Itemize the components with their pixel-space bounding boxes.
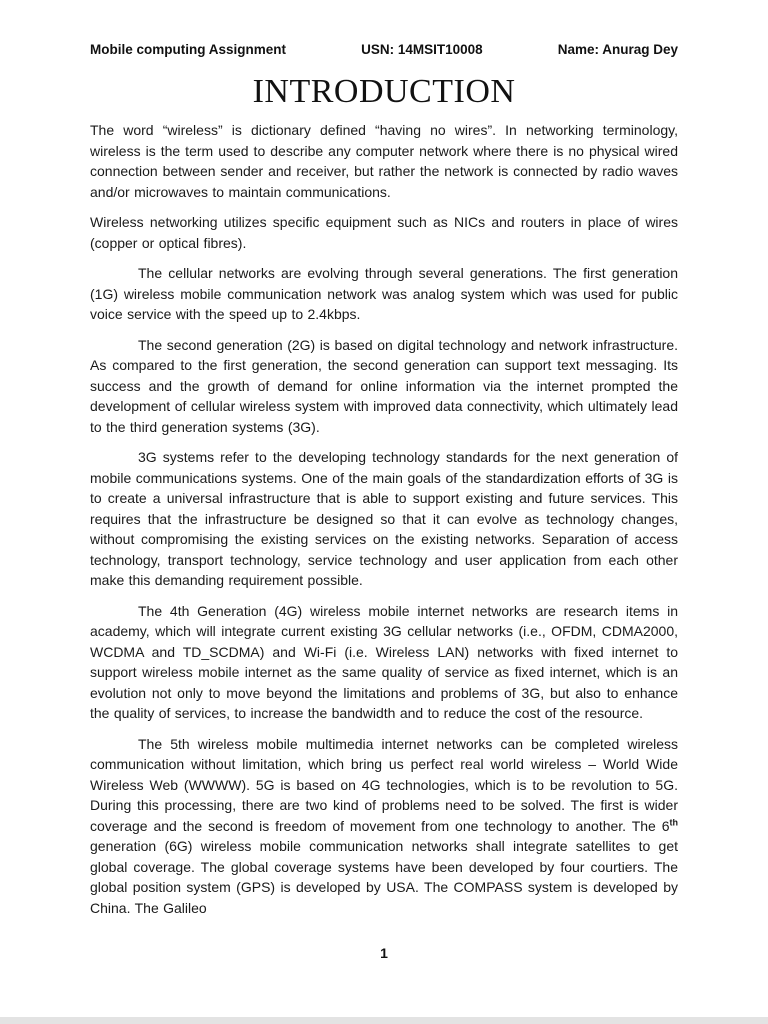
paragraph: The word “wireless” is dictionary defined “having no wires”. In networking terminology, wireless is the term used to describe any computer network where there is no physical wired connection between sender and receiver, but rather the network is connected by radio waves and/or microwaves to maintain communications. bbox=[90, 122, 678, 200]
header-assignment-title: Mobile computing Assignment bbox=[90, 42, 287, 57]
page-number: 1 bbox=[380, 945, 388, 961]
superscript-text: th bbox=[669, 816, 678, 827]
paragraph: The second generation (2G) is based on digital technology and network infrastructure. As compared to the first generation, the second generation can support text messaging. Its success and the growth of demand for online information via the internet prompted the development of cellular wireless system with improved data connectivity, which ultimately lead to the third generation systems (3G). bbox=[90, 336, 678, 435]
paragraph: Wireless networking utilizes specific equipment such as NICs and routers in place of wires (copper or optical fibres). bbox=[90, 214, 678, 251]
document-body bbox=[90, 120, 678, 918]
paragraph: The 4th Generation (4G) wireless mobile internet networks are research items in academy, which will integrate current existing 3G cellular networks (i.e., OFDM, CDMA2000, WCDMA and TD_SCDMA) and Wi-Fi (i.e. Wireless LAN) networks with fixed internet to support wireless mobile internet as the same quality of service as fixed internet, which is an evolution not only to move beyond the limitations and problems of 3G, but also to enhance the quality of services, to increase the bandwidth and to reduce the cost of the resource. bbox=[90, 602, 678, 721]
header-author-name: Name: Anurag Dey bbox=[557, 42, 678, 57]
page-title: INTRODUCTION bbox=[252, 73, 516, 110]
paragraph: 3G systems refer to the developing technology standards for the next generation of mobile communications systems. One of the main goals of the standardization efforts of 3G is to create a universal infrastructure that is able to support existing and future services. This requires that the infrastructure be designed so that it can evolve as technology changes, without compromising the existing services on the existing networks. Separation of access technology, transport technology, service technology and user application from each other make this demanding requirement possible. bbox=[90, 449, 678, 588]
paragraph: The 5th wireless mobile multimedia internet networks can be completed wireless communication without limitation, which bring us perfect real world wireless – World Wide Wireless Web (WWWW). 5G is based on 4G technologies, which is to be revolution to 5G. During this processing, there are two kind of problems need to be solved. The first is wider coverage and the second is freedom of movement from one technology to another. The 6th generation (6G) wireless mobile communication networks shall integrate satellites to get global coverage. The global coverage systems have been developed by four courtiers. The global position system (GPS) is developed by USA. The COMPASS system is developed by China. The Galileo bbox=[90, 735, 678, 916]
header-usn: USN: 14MSIT10008 bbox=[361, 42, 483, 57]
paragraph: The cellular networks are evolving through several generations. The first generation (1G) wireless mobile communication network was analog system which was used for public voice service with the speed up to 2.4kbps. bbox=[90, 265, 678, 322]
document-header bbox=[90, 42, 678, 57]
